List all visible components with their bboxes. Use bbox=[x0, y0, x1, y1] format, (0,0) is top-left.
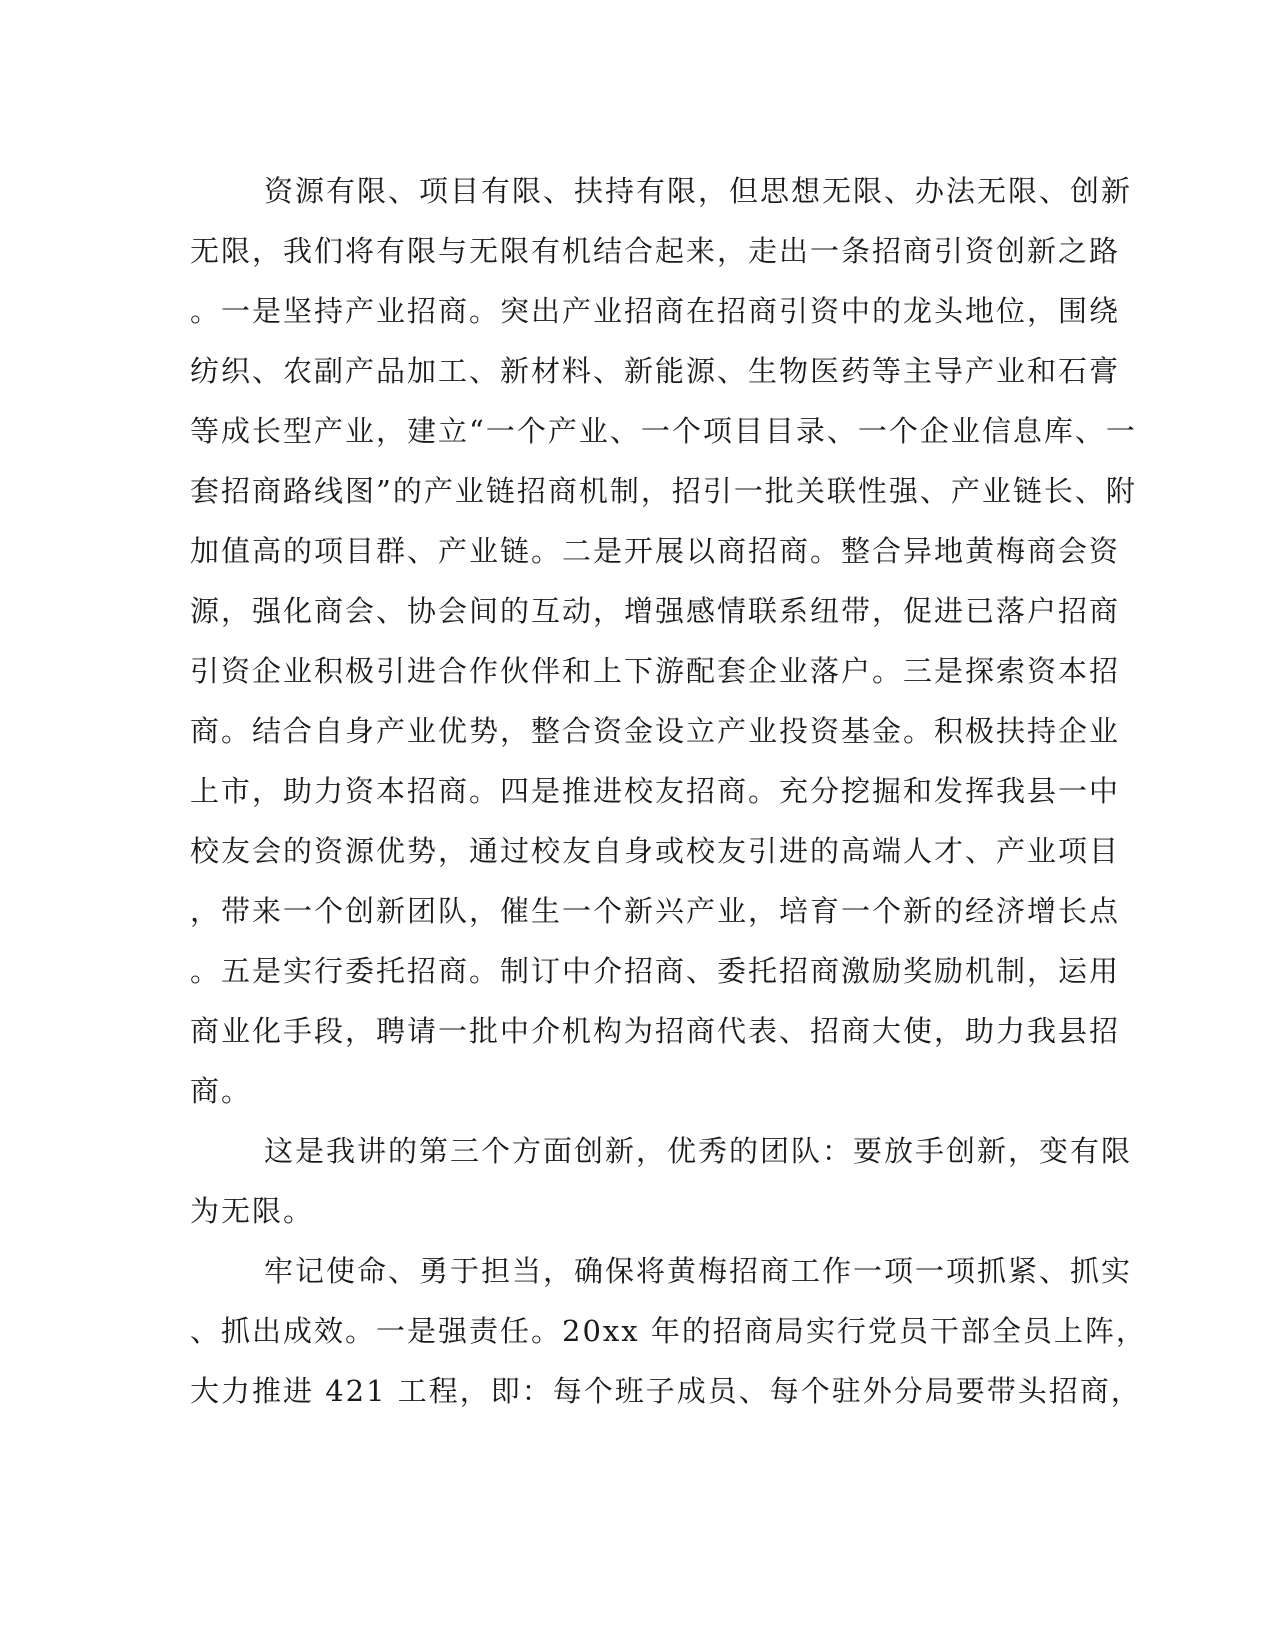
paragraph-line: 上市，助力资本招商。四是推进校友招商。充分挖掘和发挥我县一中 bbox=[190, 774, 1121, 808]
paragraph-1 bbox=[190, 161, 1137, 1121]
paragraph-line: 校友会的资源优势，通过校友自身或校友引进的高端人才、产业项目 bbox=[190, 834, 1121, 868]
paragraph-line: 。五是实行委托招商。制订中介招商、委托招商激励奖励机制，运用 bbox=[190, 954, 1121, 988]
paragraph-line: 商。结合自身产业优势，整合资金设立产业投资基金。积极扶持企业 bbox=[190, 714, 1121, 748]
paragraph-line: 商。 bbox=[190, 1074, 253, 1108]
paragraph-line: 为无限。 bbox=[190, 1194, 315, 1228]
paragraph-line: 、抓出成效。一是强责任。20xx 年的招商局实行党员干部全员上阵， bbox=[190, 1314, 1147, 1348]
body-text bbox=[190, 161, 1147, 1421]
paragraph-3 bbox=[190, 1241, 1147, 1421]
paragraph-line: 套招商路线图”的产业链招商机制，招引一批关联性强、产业链长、附 bbox=[190, 474, 1137, 508]
paragraph-line: 无限，我们将有限与无限有机结合起来，走出一条招商引资创新之路 bbox=[190, 234, 1121, 268]
paragraph-line: 大力推进 421 工程，即：每个班子成员、每个驻外分局要带头招商， bbox=[190, 1374, 1142, 1408]
paragraph-line: 牢记使命、勇于担当，确保将黄梅招商工作一项一项抓紧、抓实 bbox=[264, 1254, 1133, 1288]
paragraph-line: 纺织、农副产品加工、新材料、新能源、生物医药等主导产业和石膏 bbox=[190, 354, 1121, 388]
paragraph-line: 商业化手段，聘请一批中介机构为招商代表、招商大使，助力我县招 bbox=[190, 1014, 1121, 1048]
paragraph-line: 源，强化商会、协会间的互动，增强感情联系纽带，促进已落户招商 bbox=[190, 594, 1121, 628]
paragraph-line: 加值高的项目群、产业链。二是开展以商招商。整合异地黄梅商会资 bbox=[190, 534, 1121, 568]
paragraph-line: 引资企业积极引进合作伙伴和上下游配套企业落户。三是探索资本招 bbox=[190, 654, 1121, 688]
paragraph-2 bbox=[190, 1121, 1133, 1241]
paragraph-line: 这是我讲的第三个方面创新，优秀的团队：要放手创新，变有限 bbox=[264, 1134, 1133, 1168]
paragraph-line: 等成长型产业，建立“一个产业、一个项目目录、一个企业信息库、一 bbox=[190, 414, 1137, 448]
paragraph-line: ，带来一个创新团队，催生一个新兴产业，培育一个新的经济增长点 bbox=[190, 894, 1121, 928]
paragraph-line: 资源有限、项目有限、扶持有限，但思想无限、办法无限、创新 bbox=[264, 174, 1133, 208]
paragraph-line: 。一是坚持产业招商。突出产业招商在招商引资中的龙头地位，围绕 bbox=[190, 294, 1121, 328]
